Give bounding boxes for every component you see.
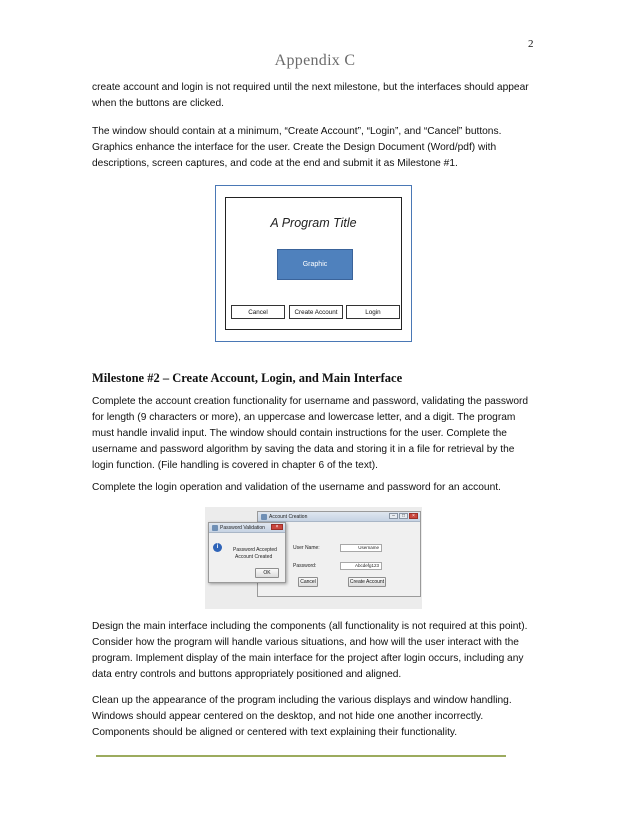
mockup-program-title: A Program Title: [270, 216, 357, 230]
milestone-2-heading: Milestone #2 – Create Account, Login, and Main Interface: [92, 371, 403, 385]
paragraph-window-requirements: The window should contain at a minimum, “Create Account”, “Login”, and “Cancel” buttons. Graphics enhance the interface for the user. Create the Design Document (Word/pdf) with descriptions, screen captures, and code at the end and submit it as Milestone #1.: [92, 126, 502, 169]
dialog-app-icon: [212, 525, 218, 531]
footer-rule: [96, 755, 506, 757]
account-creation-screenshot: [205, 507, 422, 609]
paragraph-login-operation: Complete the login operation and validation of the username and password for an account.: [92, 482, 501, 493]
info-icon: i: [213, 543, 222, 552]
java-app-icon: [261, 514, 267, 520]
close-icon: ×: [409, 513, 418, 519]
user-name-label: User Name:: [293, 545, 320, 551]
appendix-title: Appendix C: [274, 52, 356, 69]
screenshot-cancel-button: Cancel: [298, 577, 318, 587]
mockup-window: [225, 197, 402, 330]
program-mockup-figure: [215, 185, 412, 342]
dialog-close-icon: ×: [271, 524, 283, 530]
mockup-create-account-button: Create Account: [289, 305, 343, 319]
page-number: 2: [528, 38, 534, 50]
paragraph-main-interface: Design the main interface including the components (all functionality is not required at this point). Consider how the program will handle various situations, and how will the user interact with the program. Implement display of the main interface for the project after login occurs, including any data entry controls and buttons appropriately positioned and aligned.: [92, 621, 528, 680]
user-name-field: Username: [340, 544, 382, 552]
screenshot-create-account-button: Create Account: [349, 579, 385, 585]
dialog-message-line1: Password Accepted: [233, 547, 277, 553]
dialog-message-line2: Account Created: [235, 554, 273, 560]
account-window-titlebar: [258, 512, 420, 522]
password-label: Password:: [293, 563, 317, 569]
paragraph-buttons-note: create account and login is not required until the next milestone, but the interfaces should appear when the buttons are clicked.: [92, 82, 529, 109]
password-validation-dialog: [208, 522, 286, 583]
dialog-title: Password Validation: [220, 525, 265, 531]
mockup-login-button: Login: [346, 305, 400, 319]
mockup-cancel-button: Cancel: [231, 305, 285, 319]
minimize-icon: –: [389, 513, 398, 519]
mockup-graphic-placeholder: Graphic: [277, 249, 353, 280]
account-window-title: Account Creation: [269, 514, 308, 520]
paragraph-account-creation: Complete the account creation functionality for username and password, validating the password for length (9 characters or more), an uppercase and lowercase letter, and a digit. The program must handle invalid input. The window should contain instructions for the user. Complete the username and password algorithm by saving the data and storing it in a file for retrieval by the login function. (File handling is covered in chapter 6 of the text).: [92, 396, 529, 471]
maximize-icon: □: [399, 513, 408, 519]
dialog-titlebar: [209, 523, 285, 533]
paragraph-cleanup: Clean up the appearance of the program including the various displays and window handling. Windows should appear centered on the desktop, and not hide one another incorrectly. Components should be aligned or centered with text explaining their functionality.: [92, 695, 512, 738]
password-field: Abcdefg123: [340, 562, 382, 570]
dialog-ok-button: OK: [255, 568, 279, 578]
